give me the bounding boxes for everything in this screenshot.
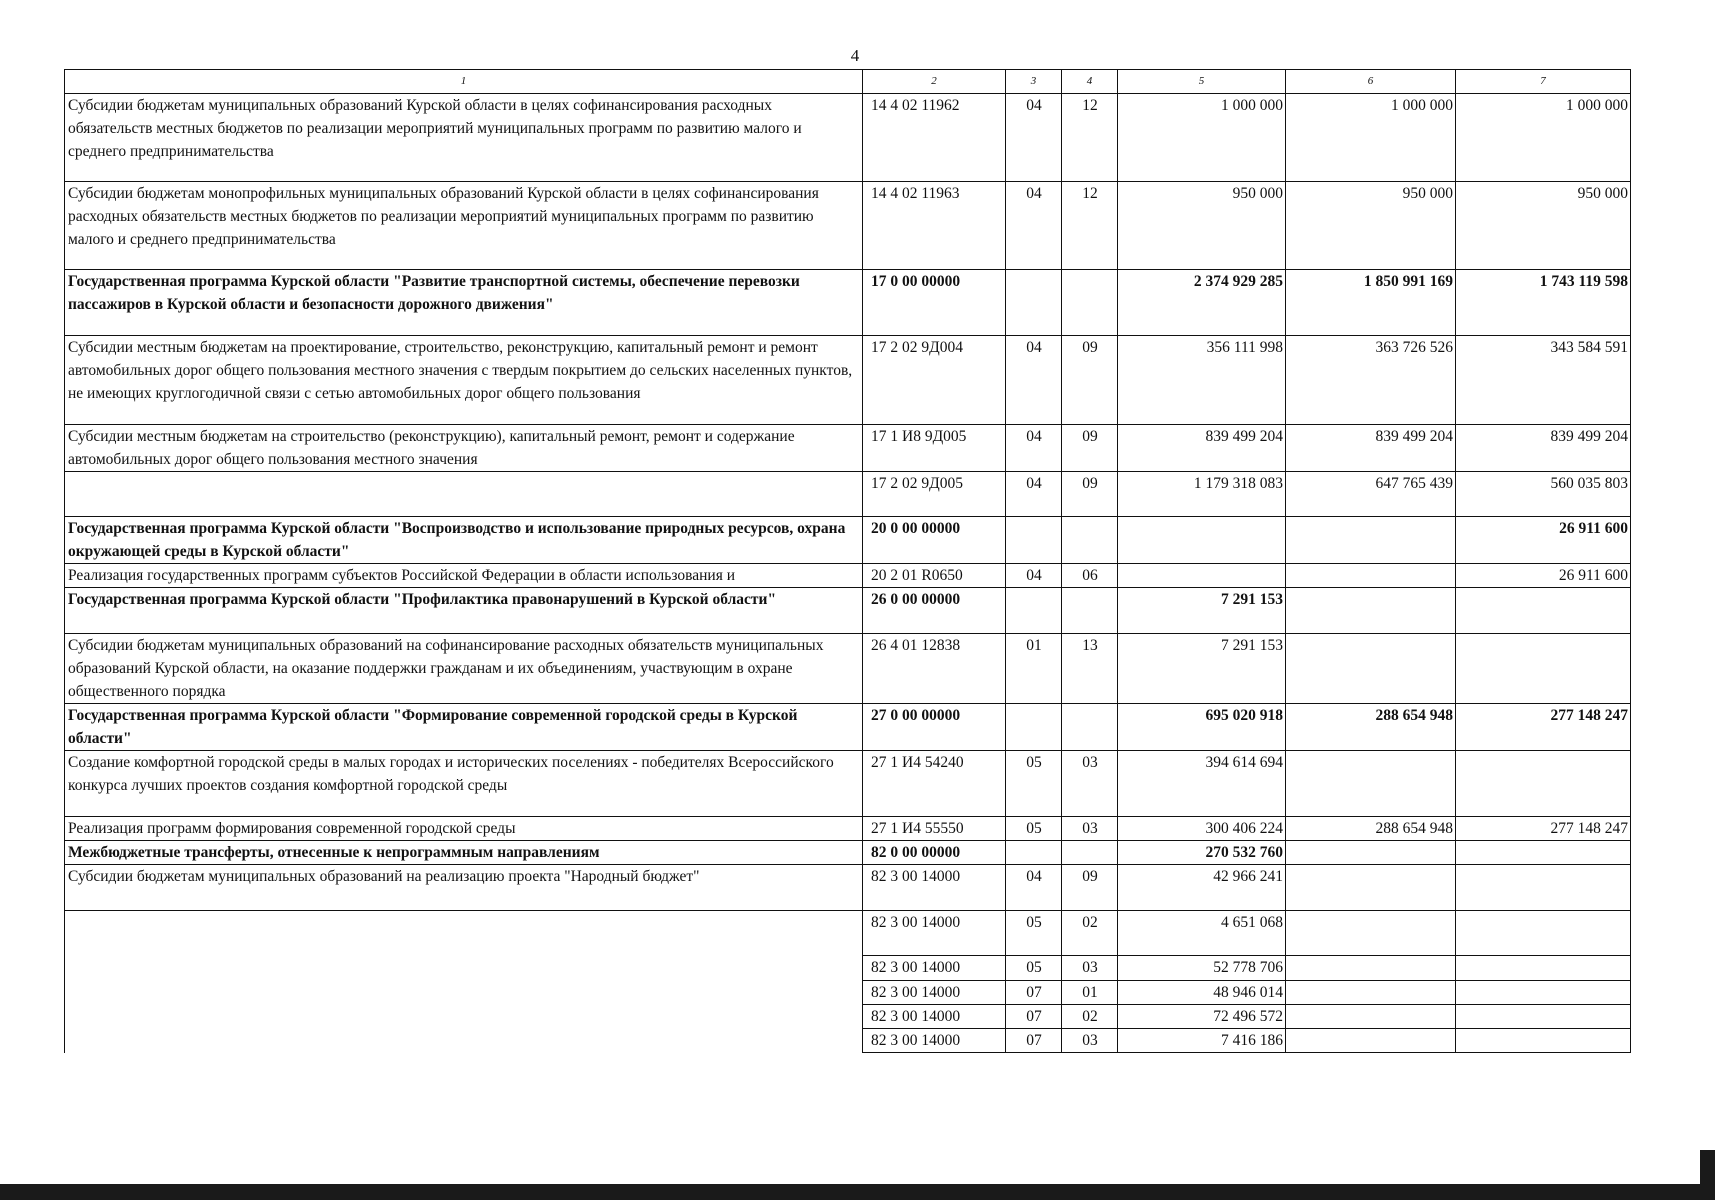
table-row <box>65 911 1631 956</box>
row-code: 82 0 00 00000 <box>863 841 1006 865</box>
column-header: 5 <box>1118 70 1286 94</box>
row-section: 04 <box>1006 94 1062 182</box>
row-value-col7: 277 148 247 <box>1456 704 1631 751</box>
row-value-col5: 7 416 186 <box>1118 1029 1286 1053</box>
row-code: 26 4 01 12838 <box>863 634 1006 704</box>
row-value-col7 <box>1456 588 1631 634</box>
table-row <box>65 1029 1631 1053</box>
row-value-col5: 4 651 068 <box>1118 911 1286 956</box>
row-value-col5: 7 291 153 <box>1118 588 1286 634</box>
row-section: 04 <box>1006 564 1062 588</box>
table-row <box>65 841 1631 865</box>
row-code: 14 4 02 11962 <box>863 94 1006 182</box>
row-section: 05 <box>1006 956 1062 981</box>
row-value-col5 <box>1118 564 1286 588</box>
row-value-col7: 277 148 247 <box>1456 817 1631 841</box>
row-name <box>65 1005 863 1029</box>
row-section <box>1006 517 1062 564</box>
row-value-col7 <box>1456 865 1631 911</box>
row-value-col6: 1 850 991 169 <box>1286 270 1456 336</box>
row-code: 82 3 00 14000 <box>863 956 1006 981</box>
scan-edge-right <box>1700 1150 1715 1200</box>
row-name: Субсидии местным бюджетам на проектирование, строительство, реконструкцию, капитальный ремонт и ремонт автомобильных дорог общего пользования местного значения с твердым покрытием до сельских населенных пунктов, не имеющих круглогодичной связи с сетью автомобильных дорог общего пользования <box>65 336 863 425</box>
row-code: 27 0 00 00000 <box>863 704 1006 751</box>
row-value-col7: 26 911 600 <box>1456 517 1631 564</box>
row-value-col6 <box>1286 956 1456 981</box>
row-value-col5: 300 406 224 <box>1118 817 1286 841</box>
table-row <box>65 336 1631 425</box>
row-subsection: 12 <box>1062 182 1118 270</box>
row-value-col5: 270 532 760 <box>1118 841 1286 865</box>
table-row <box>65 981 1631 1005</box>
row-value-col7: 950 000 <box>1456 182 1631 270</box>
row-section: 05 <box>1006 751 1062 817</box>
table-row <box>65 517 1631 564</box>
table-row <box>65 564 1631 588</box>
scan-edge-bottom <box>0 1184 1715 1200</box>
row-value-col6 <box>1286 981 1456 1005</box>
row-value-col6 <box>1286 751 1456 817</box>
row-code: 17 1 И8 9Д005 <box>863 425 1006 472</box>
row-subsection: 06 <box>1062 564 1118 588</box>
table-row <box>65 472 1631 517</box>
row-subsection: 02 <box>1062 911 1118 956</box>
row-value-col6 <box>1286 634 1456 704</box>
row-value-col7 <box>1456 911 1631 956</box>
row-name <box>65 472 863 517</box>
row-section: 04 <box>1006 472 1062 517</box>
row-value-col7: 560 035 803 <box>1456 472 1631 517</box>
row-name: Государственная программа Курской области "Формирование современной городской среды в Курской области" <box>65 704 863 751</box>
row-value-col6: 288 654 948 <box>1286 817 1456 841</box>
column-header: 6 <box>1286 70 1456 94</box>
row-section: 04 <box>1006 182 1062 270</box>
row-value-col7 <box>1456 981 1631 1005</box>
row-subsection <box>1062 588 1118 634</box>
row-value-col5: 42 966 241 <box>1118 865 1286 911</box>
row-value-col6: 839 499 204 <box>1286 425 1456 472</box>
row-value-col5: 695 020 918 <box>1118 704 1286 751</box>
row-name: Субсидии бюджетам монопрофильных муниципальных образований Курской области в целях софинансирования расходных обязательств местных бюджетов по реализации мероприятий муниципальных программ по развитию малого и среднего предпринимательства <box>65 182 863 270</box>
row-value-col7 <box>1456 634 1631 704</box>
row-subsection: 03 <box>1062 817 1118 841</box>
row-section: 07 <box>1006 1029 1062 1053</box>
row-code: 82 3 00 14000 <box>863 1029 1006 1053</box>
row-value-col7 <box>1456 751 1631 817</box>
row-section <box>1006 270 1062 336</box>
row-subsection: 09 <box>1062 472 1118 517</box>
row-name <box>65 1029 863 1053</box>
table-row <box>65 588 1631 634</box>
row-value-col5 <box>1118 517 1286 564</box>
row-code: 82 3 00 14000 <box>863 981 1006 1005</box>
table-row <box>65 1005 1631 1029</box>
row-value-col5: 1 179 318 083 <box>1118 472 1286 517</box>
row-value-col5: 7 291 153 <box>1118 634 1286 704</box>
row-value-col6 <box>1286 911 1456 956</box>
row-name: Реализация программ формирования современной городской среды <box>65 817 863 841</box>
row-name: Реализация государственных программ субъектов Российской Федерации в области использования и <box>65 564 863 588</box>
row-name: Субсидии бюджетам муниципальных образований Курской области в целях софинансирования расходных обязательств местных бюджетов по реализации мероприятий муниципальных программ по развитию малого и среднего предпринимательства <box>65 94 863 182</box>
row-section: 04 <box>1006 865 1062 911</box>
row-code: 20 2 01 R0650 <box>863 564 1006 588</box>
row-subsection: 13 <box>1062 634 1118 704</box>
row-subsection: 02 <box>1062 1005 1118 1029</box>
row-section <box>1006 841 1062 865</box>
row-name: Создание комфортной городской среды в малых городах и исторических поселениях - победителях Всероссийского конкурса лучших проектов создания комфортной городской среды <box>65 751 863 817</box>
row-subsection: 09 <box>1062 336 1118 425</box>
row-subsection: 03 <box>1062 751 1118 817</box>
row-subsection: 09 <box>1062 865 1118 911</box>
row-value-col6 <box>1286 1029 1456 1053</box>
row-value-col6: 288 654 948 <box>1286 704 1456 751</box>
row-section: 07 <box>1006 1005 1062 1029</box>
row-section: 05 <box>1006 817 1062 841</box>
row-section: 04 <box>1006 425 1062 472</box>
table-row <box>65 182 1631 270</box>
row-value-col5: 839 499 204 <box>1118 425 1286 472</box>
row-section: 07 <box>1006 981 1062 1005</box>
row-section: 01 <box>1006 634 1062 704</box>
column-header: 4 <box>1062 70 1118 94</box>
row-code: 27 1 И4 54240 <box>863 751 1006 817</box>
row-code: 82 3 00 14000 <box>863 865 1006 911</box>
row-value-col5: 356 111 998 <box>1118 336 1286 425</box>
row-section <box>1006 588 1062 634</box>
column-header: 2 <box>863 70 1006 94</box>
row-code: 17 0 00 00000 <box>863 270 1006 336</box>
row-name: Государственная программа Курской области "Профилактика правонарушений в Курской области" <box>65 588 863 634</box>
table-row <box>65 94 1631 182</box>
row-value-col5: 1 000 000 <box>1118 94 1286 182</box>
column-header: 1 <box>65 70 863 94</box>
row-value-col5: 950 000 <box>1118 182 1286 270</box>
row-value-col7: 1 743 119 598 <box>1456 270 1631 336</box>
row-value-col7: 26 911 600 <box>1456 564 1631 588</box>
row-subsection <box>1062 841 1118 865</box>
row-code: 26 0 00 00000 <box>863 588 1006 634</box>
row-value-col5: 394 614 694 <box>1118 751 1286 817</box>
table-row <box>65 817 1631 841</box>
table-row <box>65 704 1631 751</box>
table-row <box>65 270 1631 336</box>
row-code: 17 2 02 9Д004 <box>863 336 1006 425</box>
row-value-col6 <box>1286 564 1456 588</box>
row-name <box>65 956 863 981</box>
row-value-col6: 647 765 439 <box>1286 472 1456 517</box>
row-value-col7 <box>1456 956 1631 981</box>
row-value-col6: 363 726 526 <box>1286 336 1456 425</box>
row-subsection: 12 <box>1062 94 1118 182</box>
row-subsection: 01 <box>1062 981 1118 1005</box>
row-value-col6 <box>1286 517 1456 564</box>
row-value-col5: 72 496 572 <box>1118 1005 1286 1029</box>
row-section: 04 <box>1006 336 1062 425</box>
row-name: Субсидии местным бюджетам на строительство (реконструкцию), капитальный ремонт, ремонт и содержание автомобильных дорог общего пользования местного значения <box>65 425 863 472</box>
row-name: Субсидии бюджетам муниципальных образований на софинансирование расходных обязательств муниципальных образований Курской области, на оказание поддержки гражданам и их объединениям, участвующим в охране общественного порядка <box>65 634 863 704</box>
page-number: 4 <box>850 46 860 65</box>
row-value-col5: 52 778 706 <box>1118 956 1286 981</box>
row-code: 20 0 00 00000 <box>863 517 1006 564</box>
column-header: 3 <box>1006 70 1062 94</box>
row-subsection <box>1062 704 1118 751</box>
row-value-col6 <box>1286 841 1456 865</box>
row-value-col6: 1 000 000 <box>1286 94 1456 182</box>
row-code: 17 2 02 9Д005 <box>863 472 1006 517</box>
row-value-col7 <box>1456 1029 1631 1053</box>
row-name: Государственная программа Курской области "Воспроизводство и использование природных ресурсов, охрана окружающей среды в Курской области" <box>65 517 863 564</box>
table-row <box>65 634 1631 704</box>
row-name: Государственная программа Курской области "Развитие транспортной системы, обеспечение перевозки пассажиров в Курской области и безопасности дорожного движения" <box>65 270 863 336</box>
row-value-col6 <box>1286 1005 1456 1029</box>
row-value-col5: 2 374 929 285 <box>1118 270 1286 336</box>
row-subsection: 09 <box>1062 425 1118 472</box>
row-value-col6: 950 000 <box>1286 182 1456 270</box>
row-value-col7: 1 000 000 <box>1456 94 1631 182</box>
row-section: 05 <box>1006 911 1062 956</box>
row-value-col7 <box>1456 841 1631 865</box>
column-header: 7 <box>1456 70 1631 94</box>
row-code: 14 4 02 11963 <box>863 182 1006 270</box>
row-name: Субсидии бюджетам муниципальных образований на реализацию проекта "Народный бюджет" <box>65 865 863 911</box>
budget-table <box>64 69 1631 1053</box>
row-value-col6 <box>1286 588 1456 634</box>
row-value-col7 <box>1456 1005 1631 1029</box>
row-value-col7: 839 499 204 <box>1456 425 1631 472</box>
table-row <box>65 751 1631 817</box>
row-subsection <box>1062 270 1118 336</box>
table-row <box>65 425 1631 472</box>
table-row <box>65 956 1631 981</box>
row-name <box>65 981 863 1005</box>
row-subsection: 03 <box>1062 1029 1118 1053</box>
row-value-col7: 343 584 591 <box>1456 336 1631 425</box>
row-code: 27 1 И4 55550 <box>863 817 1006 841</box>
row-code: 82 3 00 14000 <box>863 911 1006 956</box>
row-subsection <box>1062 517 1118 564</box>
table-row <box>65 865 1631 911</box>
row-section <box>1006 704 1062 751</box>
row-subsection: 03 <box>1062 956 1118 981</box>
row-code: 82 3 00 14000 <box>863 1005 1006 1029</box>
row-value-col5: 48 946 014 <box>1118 981 1286 1005</box>
column-number-row <box>65 70 1631 94</box>
row-value-col6 <box>1286 865 1456 911</box>
row-name: Межбюджетные трансферты, отнесенные к непрограммным направлениям <box>65 841 863 865</box>
row-name <box>65 911 863 956</box>
